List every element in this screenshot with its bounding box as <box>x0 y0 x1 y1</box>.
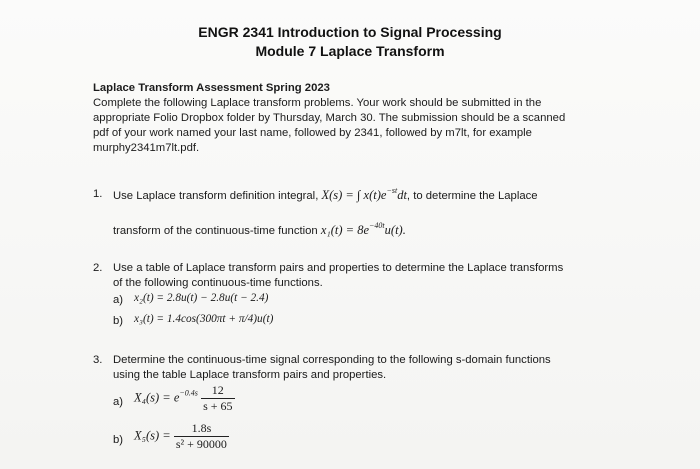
laplace-definition-equation: X(s) = ∫ $x(t)e^{-st}dt$ <box>321 186 407 202</box>
problem-2b-equation: x₃(t) = 1.4cos(300πt + π/4)u(t) <box>134 313 274 325</box>
problem-3b-equation: X₅(s) = $\frac{1.8s}{\text{s² + 90000}}$ <box>134 421 227 451</box>
problem-3b-fraction: $\frac{1.8s}{\text{s² + 90000}}$ <box>175 421 227 451</box>
problem-3a-label: a) <box>113 396 124 408</box>
module-title: Module 7 Laplace Transform <box>255 43 445 59</box>
intro-line-3: pdf of your work named your last name, followed by 2341, followed by m7lt, for example <box>93 127 532 139</box>
x1-function-equation: $x_1(t) = 8e^{-40t}u(t)$. <box>320 221 406 237</box>
assessment-heading: Laplace Transform Assessment Spring 2023 <box>93 82 330 94</box>
problem-3-line-2: using the table Laplace transform pairs and properties. <box>113 369 387 381</box>
problem-1-line-2 <box>113 221 406 238</box>
problem-2-line-1: Use a table of Laplace transform pairs and properties to determine the Laplace transforms <box>113 262 564 274</box>
problem-3a-fraction: $\frac{12}{s + 65}$ <box>203 383 233 413</box>
problem-3-number: 3. <box>93 354 103 366</box>
problem-1-text-c: transform of the continuous-time function <box>113 225 318 237</box>
problem-2-line-2: of the following continuous-time functions. <box>113 277 323 289</box>
problem-2a-label: a) <box>113 294 124 306</box>
problem-3b-label: b) <box>113 434 124 446</box>
problem-3-line-1: Determine the continuous-time signal corresponding to the following s-domain functions <box>113 354 551 366</box>
problem-1-line-1 <box>113 186 538 203</box>
problem-3a-equation: $X_4(s) = e^{-0.4s}$ $\frac{12}{s + 65}$ <box>134 383 233 413</box>
intro-line-2: appropriate Folio Dropbox folder by Thursday, March 30. The submission should be a scanned <box>93 112 566 124</box>
problem-2b-label: b) <box>113 315 124 327</box>
problem-2-number: 2. <box>93 262 103 274</box>
problem-2a-equation: x₂(t) = 2.8u(t) − 2.8u(t − 2.4) <box>134 292 269 304</box>
intro-line-1: Complete the following Laplace transform problems. Your work should be submitted in the <box>93 97 542 109</box>
problem-1-number: 1. <box>93 188 103 200</box>
problem-1-text-a: Use Laplace transform definition integral, <box>113 190 319 202</box>
course-title: ENGR 2341 Introduction to Signal Processing <box>198 24 502 40</box>
problem-1-text-b: , to determine the Laplace <box>406 190 538 202</box>
intro-line-4: murphy2341m7lt.pdf. <box>93 142 200 154</box>
